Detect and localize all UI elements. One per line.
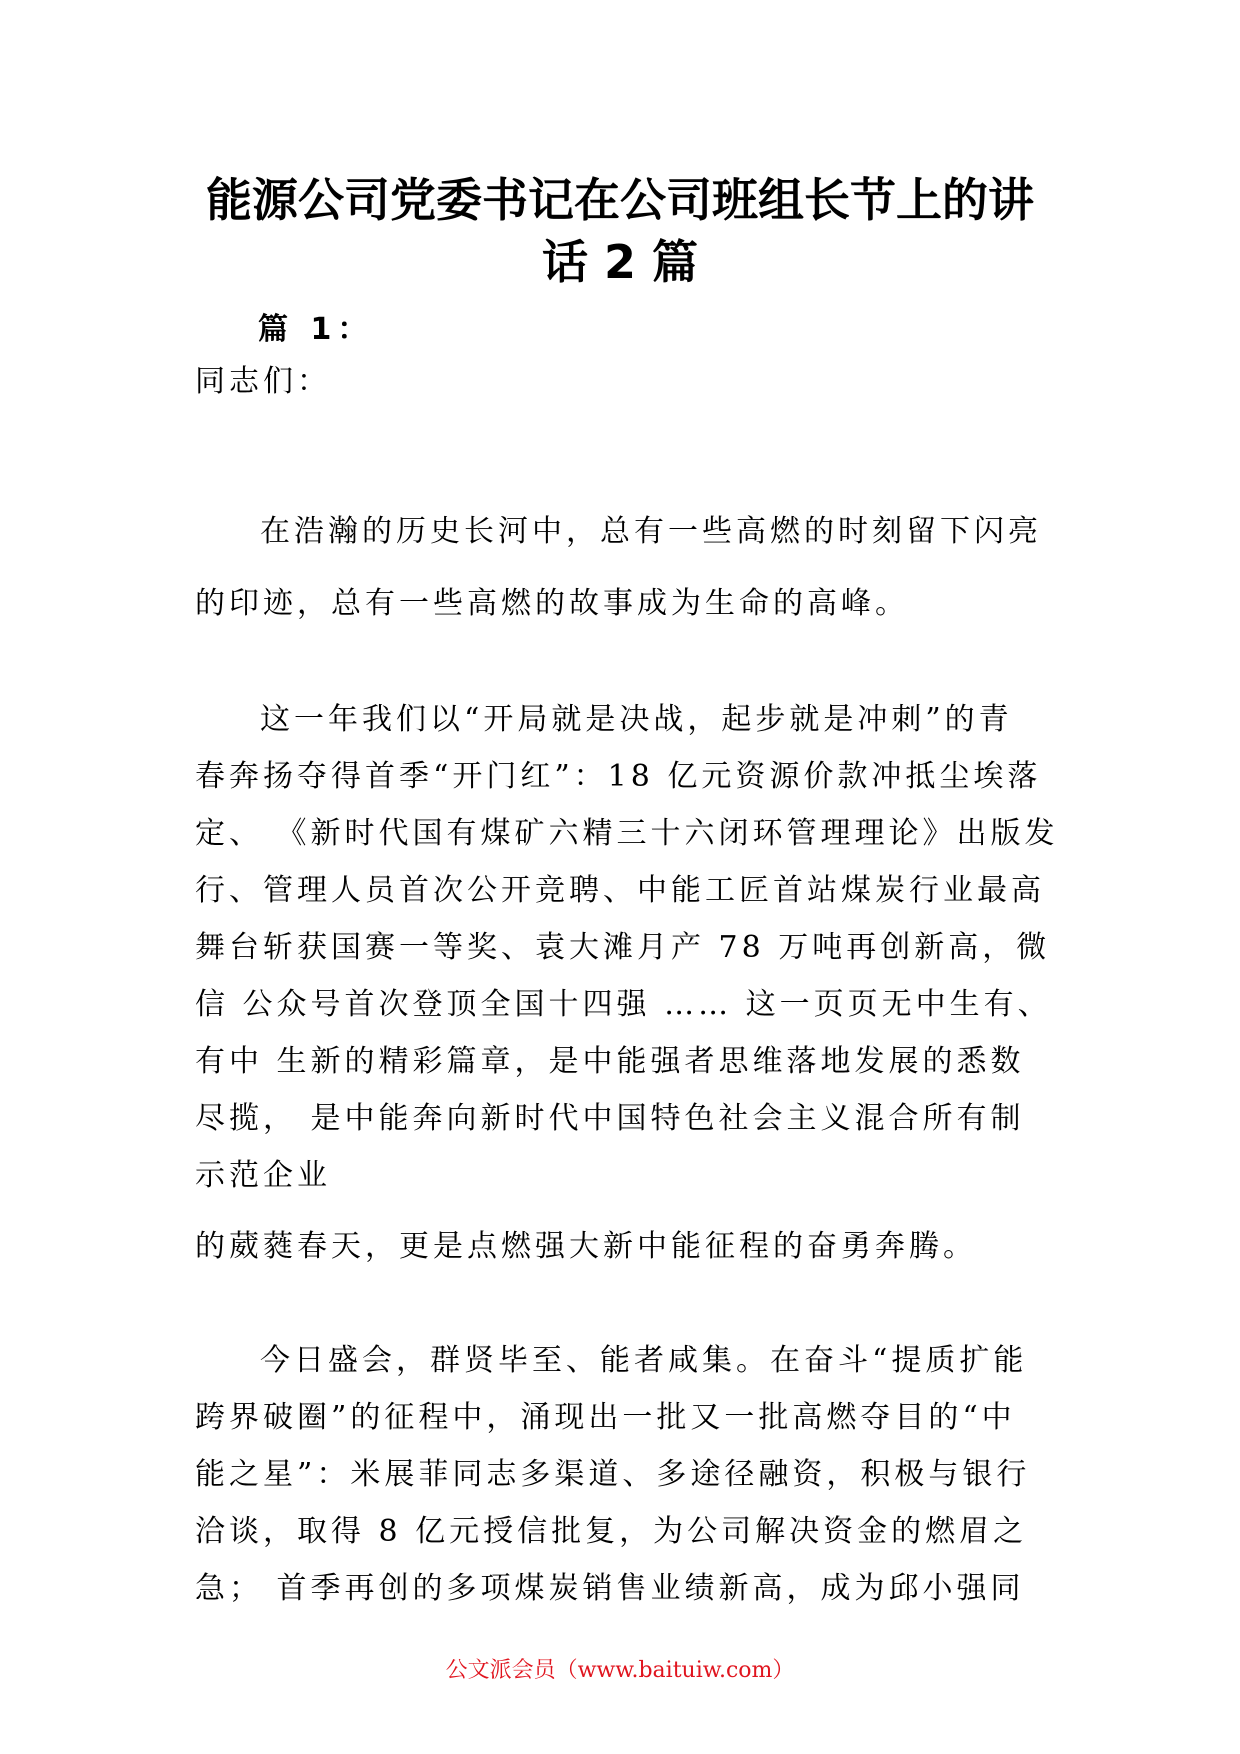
paragraph-line: 信 公众号首次登顶全国十四强 …… 这一页页无中生有、 [195,987,1052,1022]
paragraph-line: 定、 《新时代国有煤矿六精三十六闭环管理理论》出版发 [195,816,1059,851]
footer-watermark-link[interactable]: 公文派会员（www.baituiw.com） [445,1658,795,1683]
paragraph-line: 急； 首季再创的多项煤炭销售业绩新高，成为邱小强同 [195,1571,1025,1606]
paragraph-line: 春奔扬夺得首季“开门红”：18 亿元资源价款冲抵尘埃落 [195,759,1042,794]
paragraph-line: 今日盛会，群贤毕至、能者咸集。在奋斗“提质扩能 [260,1343,1028,1378]
document-title-line-2: 话 2 篇 [541,235,699,289]
paragraph-line: 舞台斩获国赛一等奖、袁大滩月产 78 万吨再创新高，微 [195,930,1051,965]
paragraph-line: 这一年我们以“开局就是决战，起步就是冲刺”的青 [260,702,1013,737]
paragraph-line: 的葳蕤春天，更是点燃强大新中能征程的奋勇奔腾。 [195,1229,977,1264]
paragraph-line: 有中 生新的精彩篇章，是中能强者思维落地发展的悉数 [195,1044,1025,1079]
salutation: 同志们： [195,364,331,399]
document-title-line-1: 能源公司党委书记在公司班组长节上的讲 [206,173,1034,227]
paragraph-line: 能之星”：米展菲同志多渠道、多途径融资，积极与银行 [195,1457,1031,1492]
paragraph-line: 跨界破圈”的征程中，涌现出一批又一批高燃夺目的“中 [195,1400,1016,1435]
section-heading: 篇 1： [258,312,374,347]
paragraph-line: 示范企业 [195,1158,331,1193]
paragraph-line: 的印迹，总有一些高燃的故事成为生命的高峰。 [195,586,909,621]
paragraph-line: 行、管理人员首次公开竞聘、中能工匠首站煤炭行业最高 [195,873,1045,908]
paragraph-line: 洽谈，取得 8 亿元授信批复，为公司解决资金的燃眉之 [195,1514,1028,1549]
paragraph-line: 在浩瀚的历史长河中，总有一些高燃的时刻留下闪亮 [260,514,1042,549]
paragraph-line: 尽揽， 是中能奔向新时代中国特色社会主义混合所有制 [195,1101,1025,1136]
